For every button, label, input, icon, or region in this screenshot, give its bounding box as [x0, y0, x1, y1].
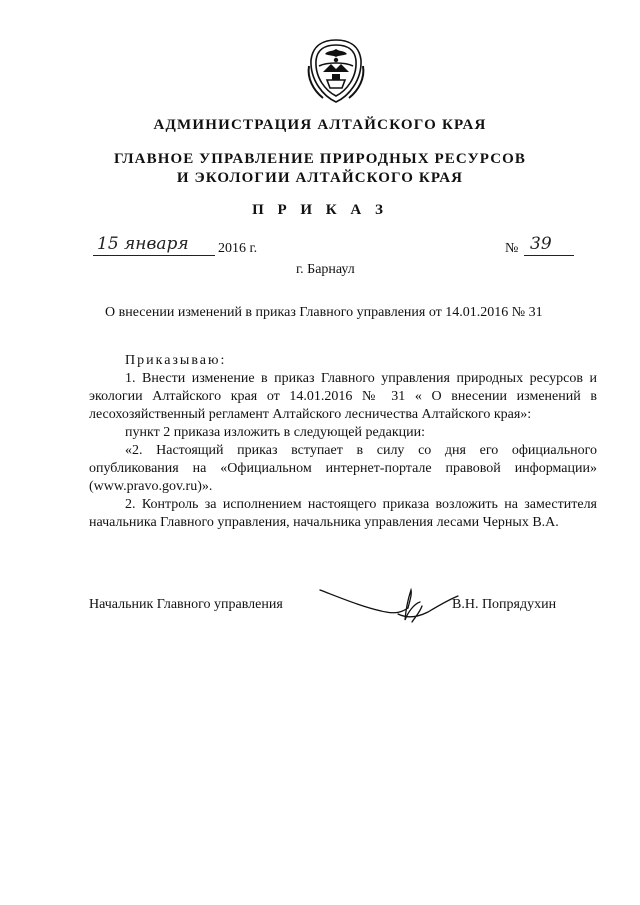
body-paragraph-4: 2. Контроль за исполнением настоящего приказа возложить на заместителя начальника Главного управления, начальника управления лесами Черных В.А.: [89, 497, 597, 530]
order-word: Приказываю:: [125, 353, 227, 368]
signatory-name: В.Н. Попрядухин: [452, 597, 557, 612]
department-title-line1: ГЛАВНОЕ УПРАВЛЕНИЕ ПРИРОДНЫХ РЕСУРСОВ: [114, 151, 526, 167]
handwritten-number: [524, 228, 574, 256]
svg-text:15 января: 15 января: [97, 234, 189, 254]
department-title-line2: И ЭКОЛОГИИ АЛТАЙСКОГО КРАЯ: [176, 170, 464, 186]
body-paragraph-2: пункт 2 приказа изложить в следующей редакции:: [125, 425, 426, 440]
department-title: [0, 150, 640, 188]
number-underline: [524, 255, 574, 256]
administration-title: АДМИНИСТРАЦИЯ АЛТАЙСКОГО КРАЯ: [153, 117, 487, 133]
handwritten-signature: [316, 582, 462, 630]
city: г. Барнаул: [296, 262, 355, 277]
document-subject: О внесении изменений в приказ Главного управления от 14.01.2016 № 31: [105, 305, 543, 320]
document-body: [89, 352, 597, 532]
coat-of-arms-icon: [305, 36, 367, 106]
svg-text:39: 39: [530, 234, 552, 254]
signatory-title: Начальник Главного управления: [89, 597, 283, 612]
body-paragraph-1: 1. Внести изменение в приказ Главного управления природных ресурсов и экологии Алтайского края от 14.01.2016 № 31 « О внесении изменений в лесохозяйственный регламент Алтайского лесничества Алтайского края»:: [89, 371, 597, 422]
number-label: №: [505, 241, 519, 256]
date-year: 2016 г.: [218, 241, 258, 256]
date-underline: [93, 255, 215, 256]
body-paragraph-3: «2. Настоящий приказ вступает в силу со дня его официального опубликования на «Официальном интернет-портале правовой информации» (www.pravo.gov.ru)».: [89, 443, 597, 494]
document-type: П Р И К А З: [252, 202, 388, 218]
handwritten-date: [93, 228, 215, 256]
